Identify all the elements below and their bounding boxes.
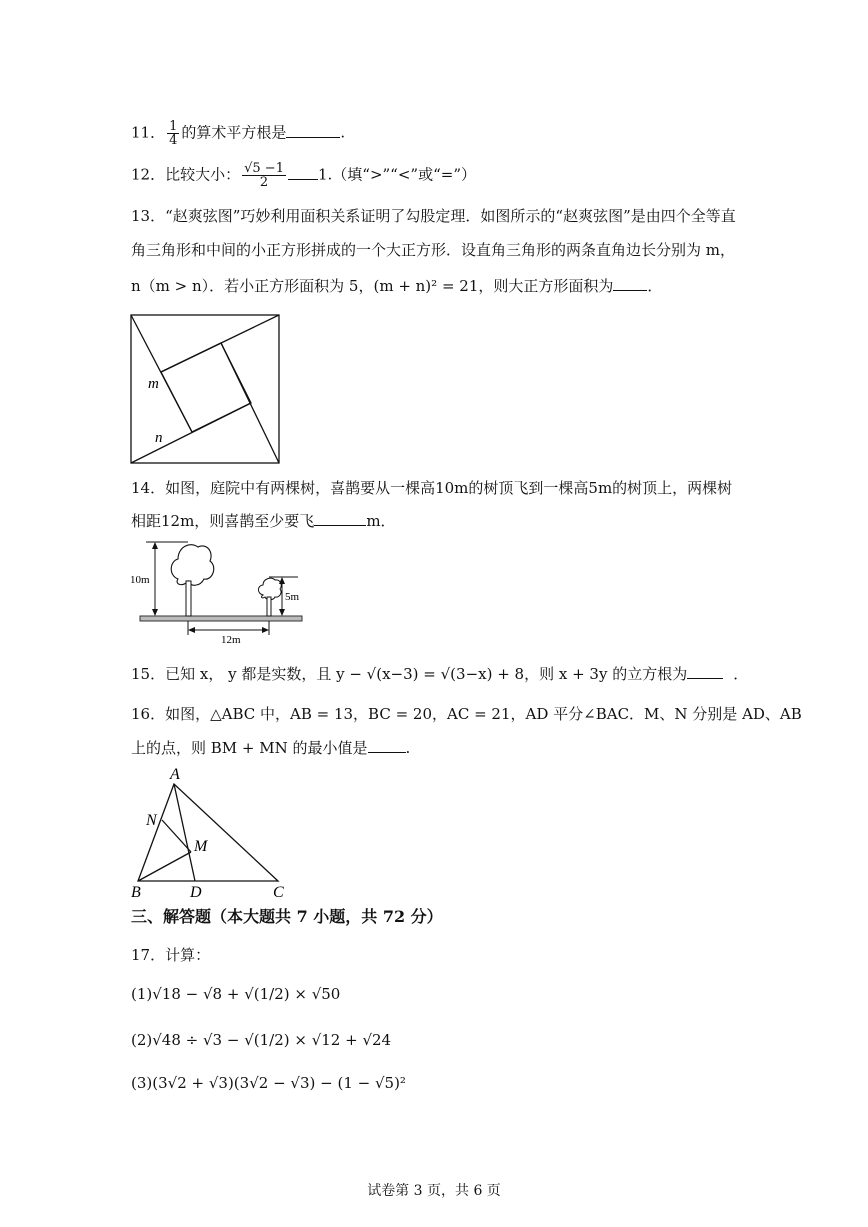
small-tree-trunk	[267, 597, 271, 616]
answer-blank	[613, 276, 647, 291]
question-number: 12．	[131, 165, 166, 184]
question-14-line-1: 14．如图，庭院中有两棵树，喜鹊要从一棵高10m的树顶飞到一棵高5m的树顶上，两棵树	[131, 479, 733, 497]
question-17-part-3: (3)(3√2 + √3)(3√2 − √3) − (1 − √5)²	[131, 1074, 406, 1092]
hypotenuse-4	[131, 403, 251, 463]
question-text: (m + n)² = 21，则大正方形面积为	[373, 277, 614, 295]
question-text: 上的点，则 BM + MN 的最小值是	[131, 739, 368, 757]
triangle-abc	[138, 784, 278, 881]
question-15	[131, 664, 748, 684]
small-tree-crown	[258, 578, 281, 599]
label-m: m	[148, 376, 159, 392]
answer-blank	[314, 511, 366, 526]
question-16-line-1: 16．如图，△ABC 中，AB = 13，BC = 20，AC = 21，AD 平分∠BAC．M、N 分别是 AD、AB	[131, 705, 802, 723]
question-end: .	[340, 123, 346, 142]
question-text-after: 1.（填“>”“<”或“=”）	[317, 165, 476, 184]
question-11	[131, 120, 345, 147]
question-13-line-1: 13．“赵爽弦图”巧妙利用面积关系证明了勾股定理．如图所示的“赵爽弦图”是由四个全等直	[131, 207, 736, 225]
question-16-line-2	[131, 738, 410, 758]
label-5m: 5m	[285, 591, 300, 603]
ground	[140, 616, 302, 621]
segment-bm	[138, 852, 191, 881]
hypotenuse-1	[131, 315, 192, 432]
label-n: N	[146, 812, 157, 829]
question-end: m．	[366, 512, 396, 530]
question-text: 比较大小：	[165, 165, 241, 184]
fraction-denominator: 2	[259, 175, 269, 190]
fraction-numerator: √5 −1	[244, 161, 284, 176]
fraction-denominator: 4	[169, 133, 178, 148]
question-13-line-2: 角三角形和中间的小正方形拼成的一个大正方形．设直角三角形的两条直角边长分别为 m，	[131, 241, 735, 259]
label-m: M	[194, 838, 208, 855]
label-12m: 12m	[221, 634, 241, 646]
question-text: n（m > n）．若小正方形面积为 5，	[131, 277, 374, 295]
section-heading: 三、解答题（本大题共 7 小题，共 72 分）	[131, 907, 443, 926]
label-n: n	[155, 430, 163, 446]
question-17-part-1: (1)√18 − √8 + √(1/2) × √50	[131, 985, 341, 1003]
question-text: 15．已知 x， y 都是实数，且 y − √(x−3) = √(3−x) + 8，则 x + 3y 的立方根为	[131, 665, 688, 683]
zhao-shuang-diagram	[130, 314, 282, 466]
segment-ad	[174, 784, 195, 881]
trees-diagram	[128, 535, 308, 647]
fraction	[167, 120, 179, 147]
question-14-line-2	[131, 511, 396, 531]
fraction-numerator: 1	[169, 119, 178, 134]
hypotenuse-2	[161, 315, 279, 372]
question-text: 相距12m，则喜鹊至少要飞	[131, 512, 315, 530]
question-17-part-2: (2)√48 ÷ √3 − √(1/2) × √12 + √24	[131, 1031, 392, 1049]
page-footer: 试卷第 3 页，共 6 页	[367, 1183, 501, 1199]
label-a: A	[170, 766, 180, 783]
tall-tree-crown	[171, 545, 214, 586]
segment-mn	[162, 820, 191, 852]
question-end: .	[405, 739, 411, 757]
answer-blank	[687, 664, 723, 679]
inner-square	[161, 343, 251, 432]
label-10m: 10m	[130, 574, 150, 586]
question-13-line-3	[131, 276, 662, 296]
fraction	[242, 162, 286, 189]
answer-blank	[368, 738, 406, 753]
answer-blank	[288, 165, 318, 180]
label-c: C	[273, 884, 284, 900]
label-b: B	[131, 884, 141, 900]
question-number: 11．	[131, 123, 166, 142]
question-text: 的算术平方根是	[181, 123, 287, 142]
label-d: D	[190, 884, 202, 900]
tall-tree-trunk	[186, 581, 191, 616]
answer-blank	[286, 123, 340, 138]
question-end: ．	[733, 665, 749, 683]
question-12	[131, 162, 476, 189]
question-17-title: 17．计算：	[131, 946, 211, 964]
triangle-diagram	[128, 764, 298, 900]
question-end: ．	[647, 277, 663, 295]
